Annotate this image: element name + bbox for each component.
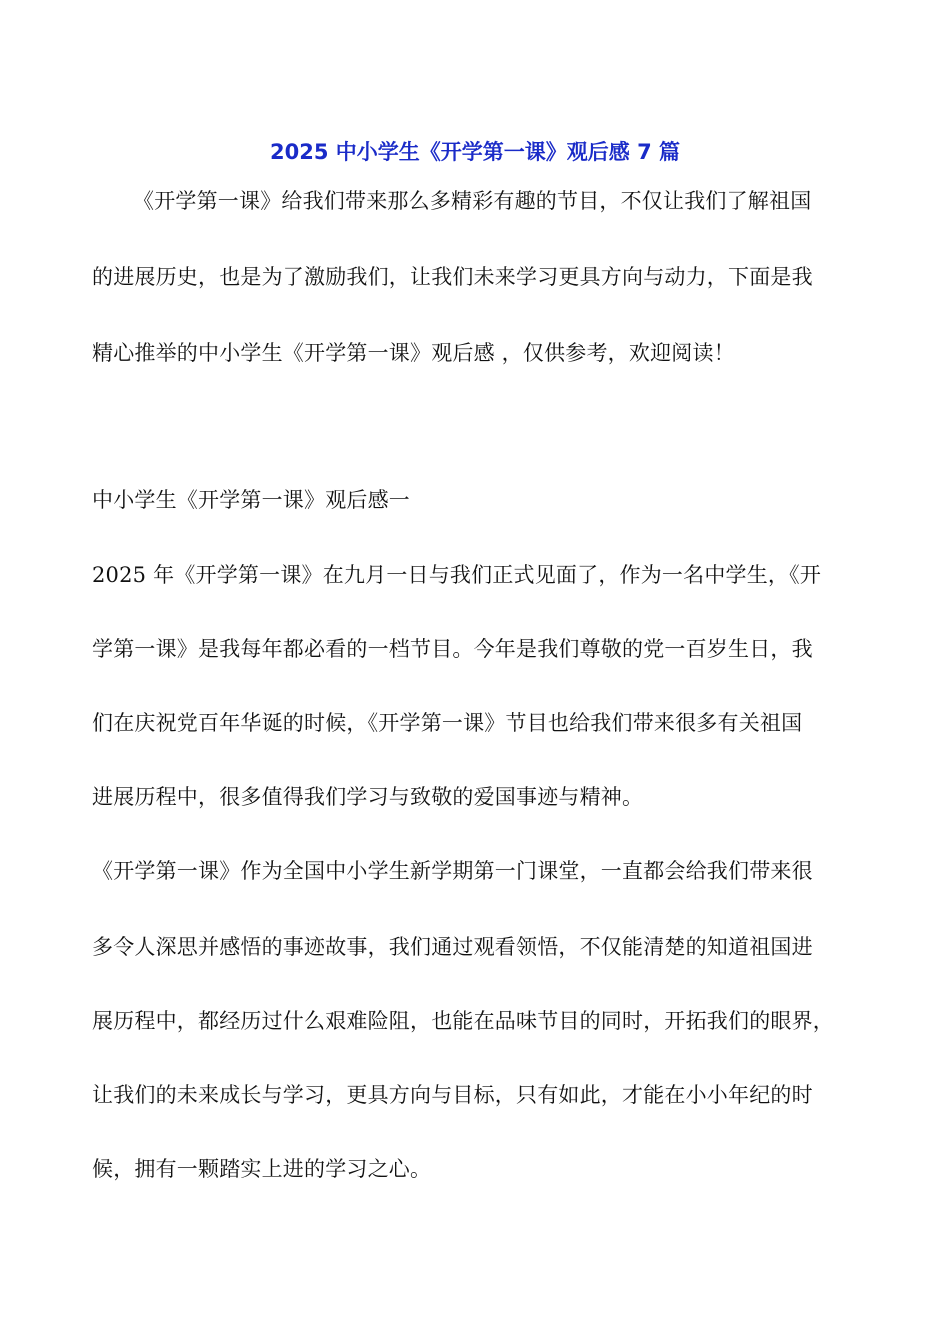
paragraph2-line-1: 《开学第一课》作为全国中小学生新学期第一门课堂，一直都会给我们带来很 [92, 859, 813, 883]
intro-line-1: 《开学第一课》给我们带来那么多精彩有趣的节目，不仅让我们了解祖国 [133, 189, 812, 213]
paragraph2-line-2: 多令人深思并感悟的事迹故事，我们通过观看领悟，不仅能清楚的知道祖国进 [92, 935, 813, 959]
paragraph2-line-4: 让我们的未来成长与学习，更具方向与目标，只有如此，才能在小小年纪的时 [92, 1083, 813, 1107]
paragraph2-line-5: 候，拥有一颗踏实上进的学习之心。 [92, 1157, 432, 1181]
paragraph1-line-2: 学第一课》是我每年都必看的一档节目。今年是我们尊敬的党一百岁生日，我 [92, 637, 813, 661]
document-title: 2025 中小学生《开学第一课》观后感 7 篇 [270, 140, 680, 164]
intro-line-3: 精心推举的中小学生《开学第一课》观后感 ，仅供参考，欢迎阅读！ [92, 341, 735, 365]
paragraph2-line-3: 展历程中，都经历过什么艰难险阻，也能在品味节目的同时，开拓我们的眼界， [92, 1009, 834, 1033]
section-heading: 中小学生《开学第一课》观后感一 [92, 488, 410, 512]
paragraph1-line-3: 们在庆祝党百年华诞的时候，《开学第一课》节目也给我们带来很多有关祖国 [92, 711, 803, 735]
intro-line-2: 的进展历史，也是为了激励我们，让我们未来学习更具方向与动力，下面是我 [92, 265, 813, 289]
paragraph1-line-1: 2025 年《开学第一课》在九月一日与我们正式见面了，作为一名中学生，《开 [92, 563, 822, 587]
paragraph1-line-4: 进展历程中，很多值得我们学习与致敬的爱国事迹与精神。 [92, 785, 644, 809]
